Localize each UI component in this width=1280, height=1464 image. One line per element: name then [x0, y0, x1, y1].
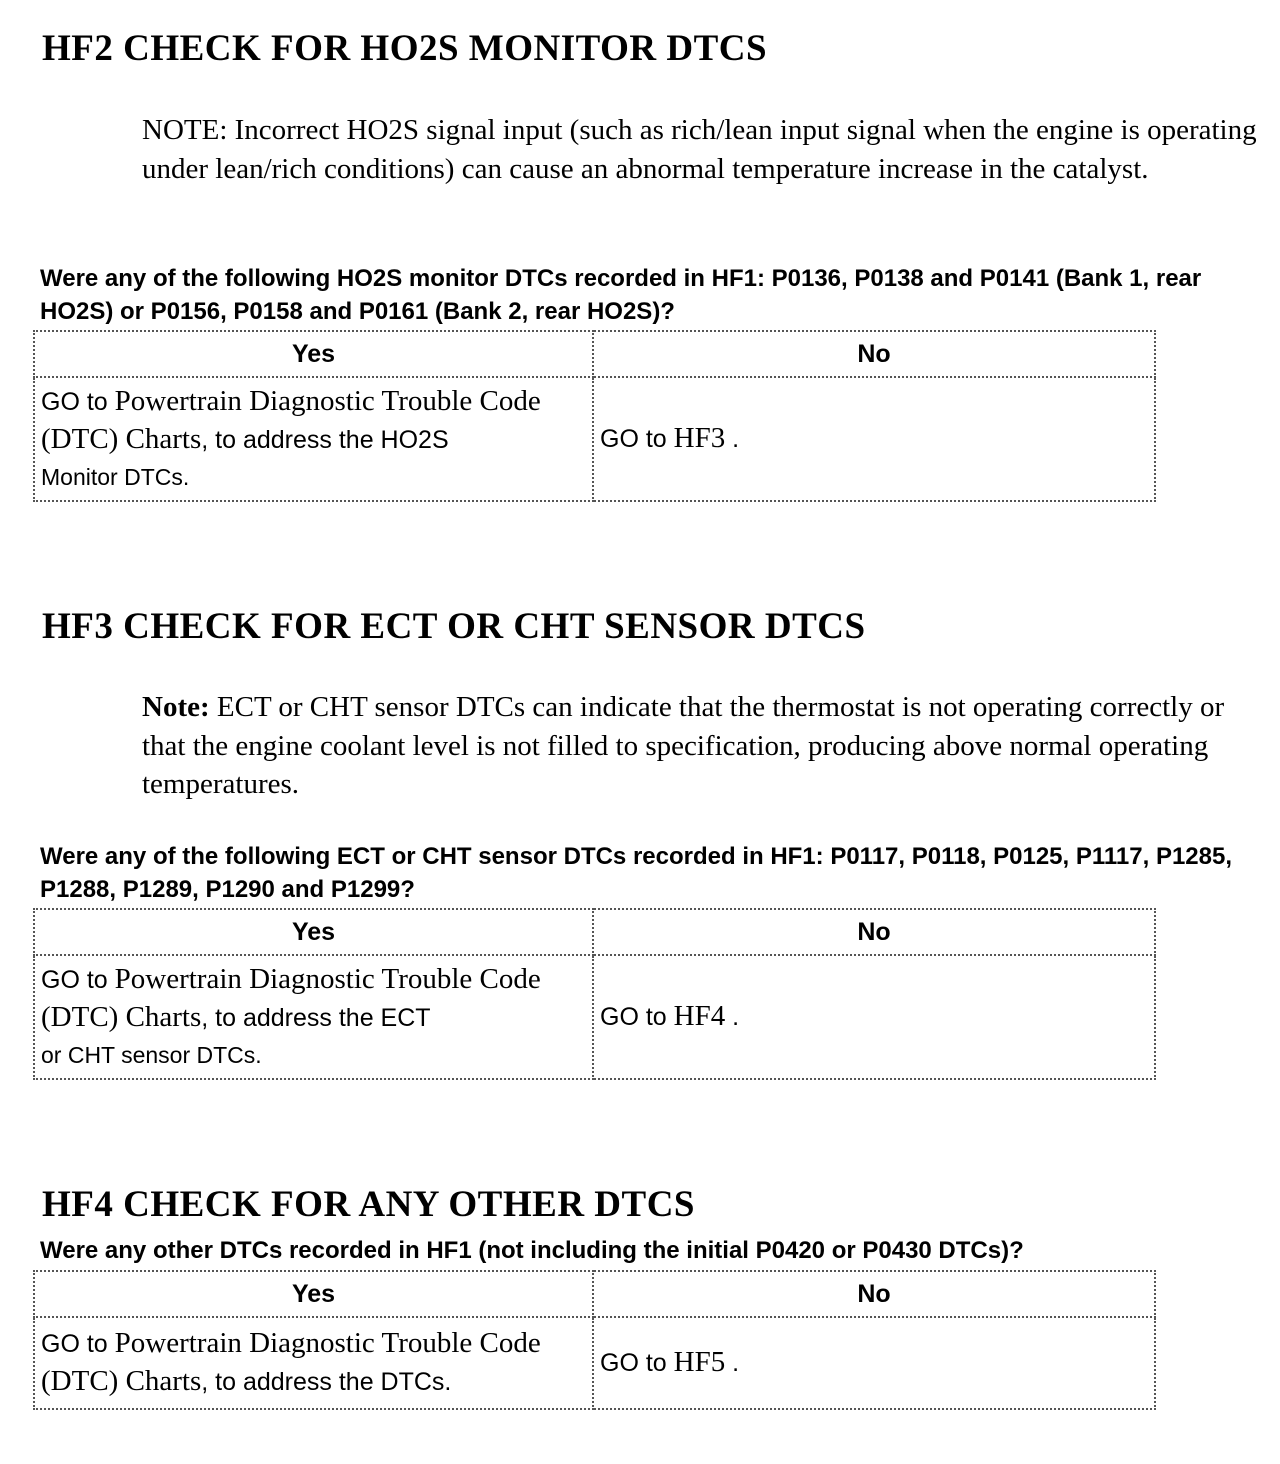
question-hf4: Were any other DTCs recorded in HF1 (not including the initial P0420 or P0430 DTCs)?: [40, 1237, 1024, 1264]
decision-table-hf3: [33, 908, 1156, 1080]
yes-header: Yes: [34, 909, 593, 955]
yes-action-rest: , to address the ECT: [201, 1003, 431, 1032]
no-action-cell: [593, 955, 1155, 1079]
goto-hf3-link[interactable]: HF3: [673, 422, 726, 454]
note-label: Note:: [142, 691, 210, 723]
yes-action-rest-2: or CHT sensor DTCs.: [41, 1041, 262, 1068]
powertrain-dtc-link[interactable]: Powertrain Diagnostic Trouble Code (DTC) Charts: [41, 1327, 541, 1397]
goto-hf5-link[interactable]: HF5: [673, 1346, 726, 1378]
go-label: GO to: [600, 425, 674, 453]
question-hf2: Were any of the following HO2S monitor DTCs recorded in HF1: P0136, P0138 and P0141 (Bank 1, rear HO2S) or P0156, P0158 and P0161 (Bank 2, rear HO2S)?: [40, 265, 1202, 325]
no-header: No: [593, 331, 1155, 377]
no-action-end: .: [725, 1349, 740, 1377]
go-label: GO to: [600, 1349, 674, 1377]
table-row: [34, 1317, 1155, 1409]
table-header-row: [34, 909, 1155, 955]
table-header-row: [34, 1271, 1155, 1317]
go-label: GO to: [41, 387, 115, 416]
no-header: No: [593, 1271, 1155, 1317]
yes-header: Yes: [34, 1271, 593, 1317]
yes-header: Yes: [34, 331, 593, 377]
table-row: [34, 377, 1155, 501]
decision-table-hf2: [33, 330, 1156, 502]
no-action-cell: [593, 1317, 1155, 1409]
no-action-cell: [593, 377, 1155, 501]
yes-action-cell: [34, 1317, 593, 1409]
yes-action-rest: , to address the HO2S: [201, 425, 449, 454]
note-text: ECT or CHT sensor DTCs can indicate that the thermostat is not operating correctly or that the engine coolant level is not filled to specification, producing above normal operating temperatures.: [142, 691, 1225, 800]
go-label: GO to: [600, 1003, 674, 1031]
table-header-row: [34, 331, 1155, 377]
powertrain-dtc-link[interactable]: Powertrain Diagnostic Trouble Code (DTC) Charts: [41, 384, 541, 455]
note-hf2: NOTE: Incorrect HO2S signal input (such as rich/lean input signal when the engine is operating under lean/rich conditions) can cause an abnormal temperature increase in the catalyst.: [142, 114, 1257, 185]
goto-hf4-link[interactable]: HF4: [673, 1000, 726, 1032]
powertrain-dtc-link[interactable]: Powertrain Diagnostic Trouble Code (DTC) Charts: [41, 962, 541, 1033]
go-label: GO to: [41, 965, 115, 994]
note-hf3: [142, 688, 1262, 804]
yes-action-rest-2: Monitor DTCs.: [41, 463, 190, 490]
no-header: No: [593, 909, 1155, 955]
section-heading-hf4: HF4 CHECK FOR ANY OTHER DTCS: [42, 1184, 695, 1225]
yes-action-cell: [34, 377, 593, 501]
no-action-end: .: [725, 1003, 740, 1031]
yes-action-rest: , to address the DTCs.: [201, 1368, 452, 1396]
go-label: GO to: [41, 1330, 115, 1358]
yes-action-cell: [34, 955, 593, 1079]
question-hf3: Were any of the following ECT or CHT sensor DTCs recorded in HF1: P0117, P0118, P0125, P1117, P1285, P1288, P1289, P1290 and P1299?: [40, 843, 1233, 903]
table-row: [34, 955, 1155, 1079]
section-heading-hf2: HF2 CHECK FOR HO2S MONITOR DTCS: [42, 28, 768, 69]
section-heading-hf3: HF3 CHECK FOR ECT OR CHT SENSOR DTCS: [42, 606, 866, 647]
no-action-end: .: [725, 425, 740, 453]
decision-table-hf4: [33, 1270, 1156, 1410]
